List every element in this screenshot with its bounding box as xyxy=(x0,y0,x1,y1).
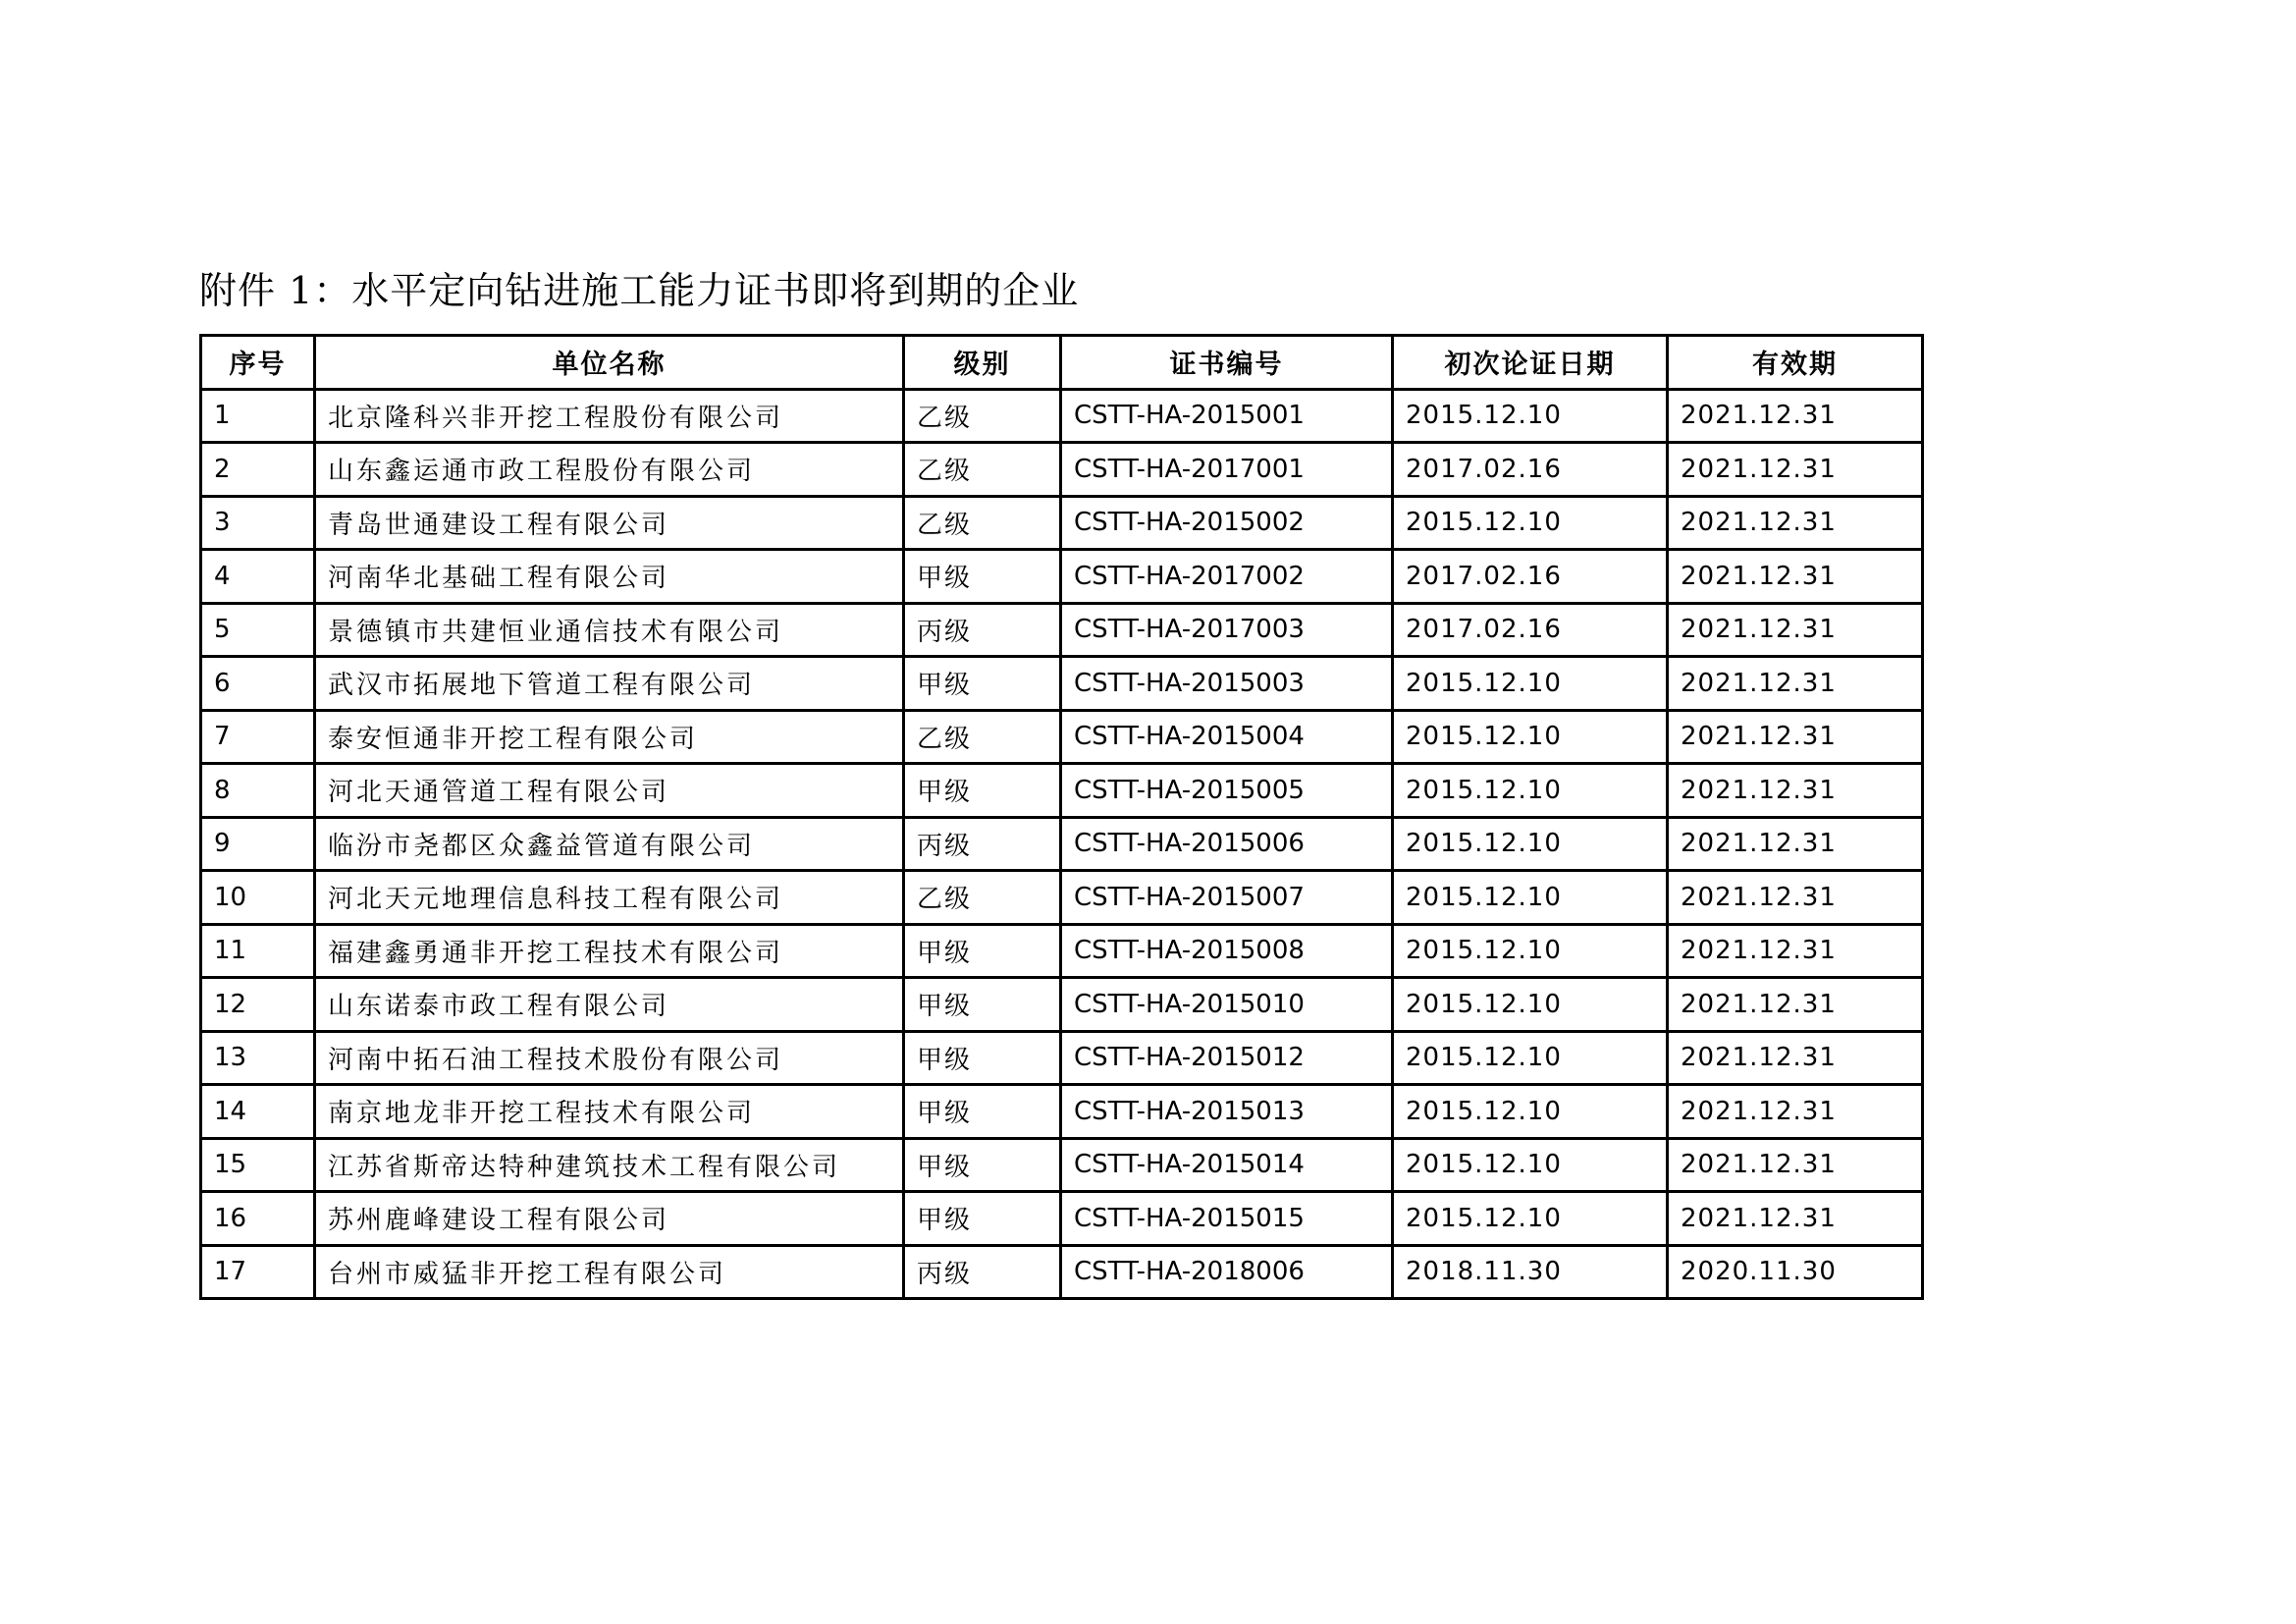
expiry-date: 2021.12.31 xyxy=(1668,817,1923,871)
header-row xyxy=(201,336,1923,390)
row-number: 3 xyxy=(201,496,315,550)
certificate-level: 甲级 xyxy=(904,924,1061,978)
row-number: 8 xyxy=(201,764,315,818)
expiry-date: 2020.11.30 xyxy=(1668,1245,1923,1299)
row-number: 15 xyxy=(201,1138,315,1192)
certificate-level: 乙级 xyxy=(904,871,1061,925)
certificate-number: CSTT-HA-2015013 xyxy=(1061,1085,1393,1139)
certificate-number: CSTT-HA-2015006 xyxy=(1061,817,1393,871)
table-row xyxy=(201,1138,1923,1192)
expiry-date: 2021.12.31 xyxy=(1668,657,1923,711)
first-certification-date: 2017.02.16 xyxy=(1393,443,1668,497)
first-certification-date: 2015.12.10 xyxy=(1393,924,1668,978)
row-number: 12 xyxy=(201,978,315,1032)
table-row xyxy=(201,550,1923,604)
header-level: 级别 xyxy=(904,336,1061,390)
company-name: 河南华北基础工程有限公司 xyxy=(315,550,904,604)
table-row xyxy=(201,1031,1923,1085)
company-name: 河北天元地理信息科技工程有限公司 xyxy=(315,871,904,925)
expiry-date: 2021.12.31 xyxy=(1668,978,1923,1032)
expiry-date: 2021.12.31 xyxy=(1668,1138,1923,1192)
row-number: 2 xyxy=(201,443,315,497)
table-row xyxy=(201,1245,1923,1299)
expiry-date: 2021.12.31 xyxy=(1668,443,1923,497)
company-name: 台州市威猛非开挖工程有限公司 xyxy=(315,1245,904,1299)
row-number: 4 xyxy=(201,550,315,604)
company-name: 武汉市拓展地下管道工程有限公司 xyxy=(315,657,904,711)
certificate-number: CSTT-HA-2017003 xyxy=(1061,603,1393,657)
certificate-level: 甲级 xyxy=(904,764,1061,818)
header-certificate-number: 证书编号 xyxy=(1061,336,1393,390)
row-number: 11 xyxy=(201,924,315,978)
header-first-certification-date: 初次论证日期 xyxy=(1393,336,1668,390)
first-certification-date: 2015.12.10 xyxy=(1393,1031,1668,1085)
certificate-number: CSTT-HA-2017002 xyxy=(1061,550,1393,604)
expiry-date: 2021.12.31 xyxy=(1668,1192,1923,1246)
first-certification-date: 2015.12.10 xyxy=(1393,764,1668,818)
row-number: 7 xyxy=(201,710,315,764)
certificate-number: CSTT-HA-2015004 xyxy=(1061,710,1393,764)
table-header xyxy=(201,336,1923,390)
expiry-date: 2021.12.31 xyxy=(1668,1085,1923,1139)
table-row xyxy=(201,443,1923,497)
certificate-level: 丙级 xyxy=(904,603,1061,657)
expiry-date: 2021.12.31 xyxy=(1668,764,1923,818)
certificate-level: 乙级 xyxy=(904,496,1061,550)
table-row xyxy=(201,817,1923,871)
certificate-level: 甲级 xyxy=(904,978,1061,1032)
certificate-level: 乙级 xyxy=(904,389,1061,443)
header-company-name: 单位名称 xyxy=(315,336,904,390)
first-certification-date: 2015.12.10 xyxy=(1393,817,1668,871)
first-certification-date: 2015.12.10 xyxy=(1393,1138,1668,1192)
row-number: 17 xyxy=(201,1245,315,1299)
certificate-level: 甲级 xyxy=(904,1085,1061,1139)
certificate-level: 甲级 xyxy=(904,1031,1061,1085)
company-name: 福建鑫勇通非开挖工程技术有限公司 xyxy=(315,924,904,978)
expiry-date: 2021.12.31 xyxy=(1668,710,1923,764)
certificate-number: CSTT-HA-2015007 xyxy=(1061,871,1393,925)
row-number: 16 xyxy=(201,1192,315,1246)
company-name: 苏州鹿峰建设工程有限公司 xyxy=(315,1192,904,1246)
certificate-level: 丙级 xyxy=(904,1245,1061,1299)
table-body xyxy=(201,389,1923,1299)
table-row xyxy=(201,924,1923,978)
row-number: 5 xyxy=(201,603,315,657)
first-certification-date: 2015.12.10 xyxy=(1393,978,1668,1032)
row-number: 10 xyxy=(201,871,315,925)
certificate-level: 甲级 xyxy=(904,657,1061,711)
first-certification-date: 2018.11.30 xyxy=(1393,1245,1668,1299)
first-certification-date: 2015.12.10 xyxy=(1393,710,1668,764)
certificate-number: CSTT-HA-2015014 xyxy=(1061,1138,1393,1192)
certificate-number: CSTT-HA-2017001 xyxy=(1061,443,1393,497)
company-name: 临汾市尧都区众鑫益管道有限公司 xyxy=(315,817,904,871)
expiry-date: 2021.12.31 xyxy=(1668,550,1923,604)
company-name: 南京地龙非开挖工程技术有限公司 xyxy=(315,1085,904,1139)
header-expiry: 有效期 xyxy=(1668,336,1923,390)
company-name: 山东鑫运通市政工程股份有限公司 xyxy=(315,443,904,497)
first-certification-date: 2017.02.16 xyxy=(1393,603,1668,657)
header-no: 序号 xyxy=(201,336,315,390)
table-row xyxy=(201,389,1923,443)
first-certification-date: 2015.12.10 xyxy=(1393,657,1668,711)
company-name: 北京隆科兴非开挖工程股份有限公司 xyxy=(315,389,904,443)
company-name: 泰安恒通非开挖工程有限公司 xyxy=(315,710,904,764)
expiry-date: 2021.12.31 xyxy=(1668,603,1923,657)
certificate-number: CSTT-HA-2015001 xyxy=(1061,389,1393,443)
expiry-date: 2021.12.31 xyxy=(1668,871,1923,925)
table-row xyxy=(201,871,1923,925)
row-number: 14 xyxy=(201,1085,315,1139)
certificate-number: CSTT-HA-2015003 xyxy=(1061,657,1393,711)
certificate-level: 甲级 xyxy=(904,550,1061,604)
table-row xyxy=(201,603,1923,657)
expiry-date: 2021.12.31 xyxy=(1668,1031,1923,1085)
certificate-number: CSTT-HA-2018006 xyxy=(1061,1245,1393,1299)
table-row xyxy=(201,978,1923,1032)
table-row xyxy=(201,1192,1923,1246)
certificate-level: 乙级 xyxy=(904,443,1061,497)
row-number: 1 xyxy=(201,389,315,443)
table-row xyxy=(201,657,1923,711)
certificate-number: CSTT-HA-2015012 xyxy=(1061,1031,1393,1085)
certificate-level: 甲级 xyxy=(904,1192,1061,1246)
first-certification-date: 2015.12.10 xyxy=(1393,1192,1668,1246)
first-certification-date: 2015.12.10 xyxy=(1393,1085,1668,1139)
document-title: 附件 1：水平定向钻进施工能力证书即将到期的企业 xyxy=(199,269,1080,312)
certificate-level: 甲级 xyxy=(904,1138,1061,1192)
row-number: 9 xyxy=(201,817,315,871)
company-name: 河北天通管道工程有限公司 xyxy=(315,764,904,818)
expiry-date: 2021.12.31 xyxy=(1668,496,1923,550)
first-certification-date: 2015.12.10 xyxy=(1393,389,1668,443)
expiry-date: 2021.12.31 xyxy=(1668,924,1923,978)
row-number: 13 xyxy=(201,1031,315,1085)
certificate-number: CSTT-HA-2015008 xyxy=(1061,924,1393,978)
certificate-number: CSTT-HA-2015015 xyxy=(1061,1192,1393,1246)
company-name: 景德镇市共建恒业通信技术有限公司 xyxy=(315,603,904,657)
certificate-number: CSTT-HA-2015005 xyxy=(1061,764,1393,818)
certificate-level: 乙级 xyxy=(904,710,1061,764)
company-name: 河南中拓石油工程技术股份有限公司 xyxy=(315,1031,904,1085)
company-name: 江苏省斯帝达特种建筑技术工程有限公司 xyxy=(315,1138,904,1192)
company-name: 青岛世通建设工程有限公司 xyxy=(315,496,904,550)
expiry-date: 2021.12.31 xyxy=(1668,389,1923,443)
first-certification-date: 2017.02.16 xyxy=(1393,550,1668,604)
table-row xyxy=(201,496,1923,550)
certificate-number: CSTT-HA-2015002 xyxy=(1061,496,1393,550)
certificate-table xyxy=(199,334,1924,1300)
table-row xyxy=(201,710,1923,764)
row-number: 6 xyxy=(201,657,315,711)
table-row xyxy=(201,1085,1923,1139)
certificate-number: CSTT-HA-2015010 xyxy=(1061,978,1393,1032)
company-name: 山东诺泰市政工程有限公司 xyxy=(315,978,904,1032)
table-row xyxy=(201,764,1923,818)
first-certification-date: 2015.12.10 xyxy=(1393,871,1668,925)
first-certification-date: 2015.12.10 xyxy=(1393,496,1668,550)
certificate-level: 丙级 xyxy=(904,817,1061,871)
